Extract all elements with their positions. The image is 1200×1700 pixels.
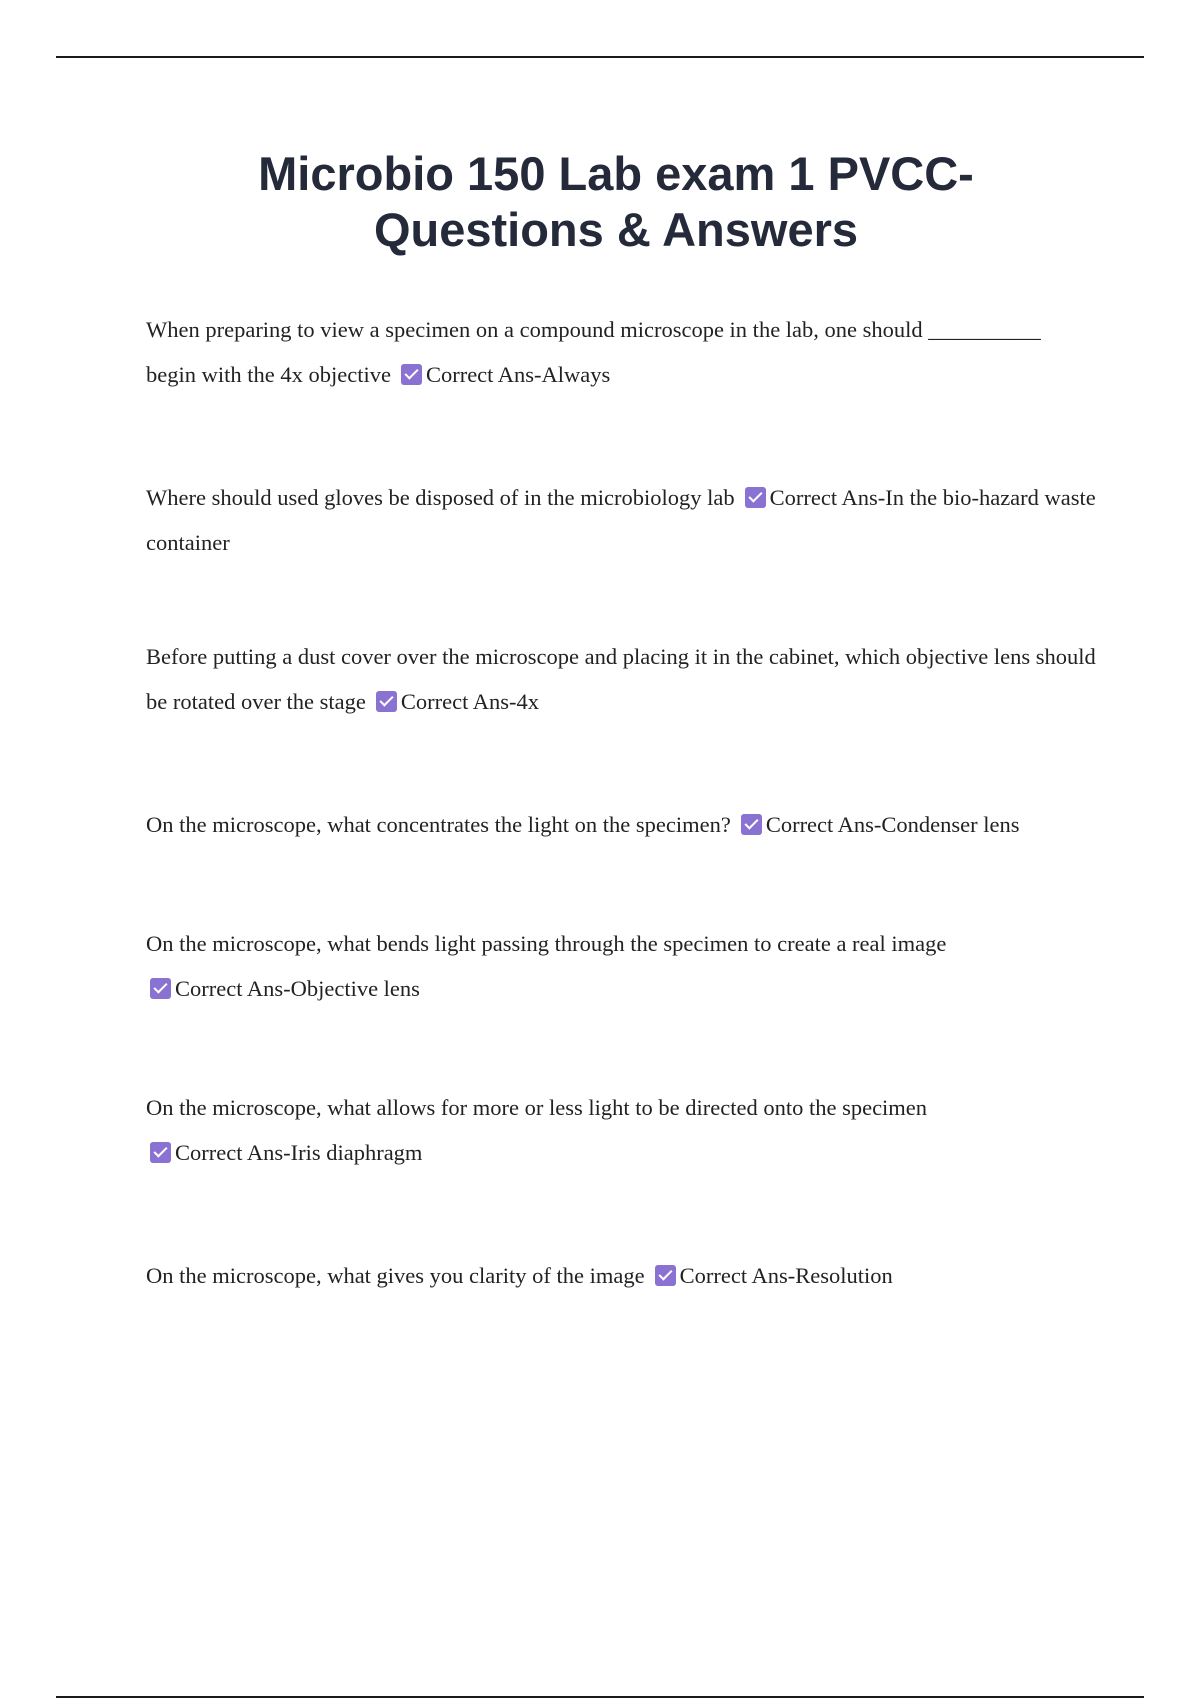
checkbox-checked-icon [401, 364, 422, 385]
question-text: Before putting a dust cover over the microscope and placing it in the cabinet, which objective lens should be rotated over the stage [146, 644, 1096, 714]
question-text: When preparing to view a specimen on a compound microscope in the lab, one should __________ begin with the 4x objective [146, 317, 1041, 387]
checkbox-checked-icon [376, 691, 397, 712]
bottom-rule [56, 1696, 1144, 1698]
answer-text: Correct Ans-Iris diaphragm [175, 1140, 423, 1165]
qa-item-6 [146, 1085, 1096, 1175]
answer-text: Correct Ans-Resolution [679, 1263, 893, 1288]
question-text: Where should used gloves be disposed of in the microbiology lab [146, 485, 735, 510]
answer-text: Correct Ans-Condenser lens [765, 812, 1020, 837]
qa-item-2 [146, 475, 1096, 565]
question-text: On the microscope, what bends light passing through the specimen to create a real image [146, 931, 947, 956]
checkbox-checked-icon [745, 487, 766, 508]
checkbox-checked-icon [655, 1265, 676, 1286]
qa-item-4 [146, 802, 1096, 847]
question-text: On the microscope, what allows for more or less light to be directed onto the specimen [146, 1095, 928, 1120]
answer-text: Correct Ans-Always [425, 362, 611, 387]
checkbox-checked-icon [150, 1142, 171, 1163]
checkbox-checked-icon [150, 978, 171, 999]
qa-item-7 [146, 1253, 1096, 1298]
qa-item-1 [146, 307, 1096, 397]
answer-text: Correct Ans-Objective lens [175, 976, 420, 1001]
answer-text: Correct Ans-In the bio-hazard waste container [146, 485, 1096, 555]
top-rule [56, 56, 1144, 58]
answer-text: Correct Ans-4x [400, 689, 540, 714]
qa-item-3 [146, 634, 1096, 724]
document-title: Microbio 150 Lab exam 1 PVCC- Questions & Answers [258, 147, 974, 256]
checkbox-checked-icon [741, 814, 762, 835]
question-text: On the microscope, what concentrates the light on the specimen? [146, 812, 731, 837]
qa-item-5 [146, 921, 1096, 1011]
question-text: On the microscope, what gives you clarity of the image [146, 1263, 645, 1288]
